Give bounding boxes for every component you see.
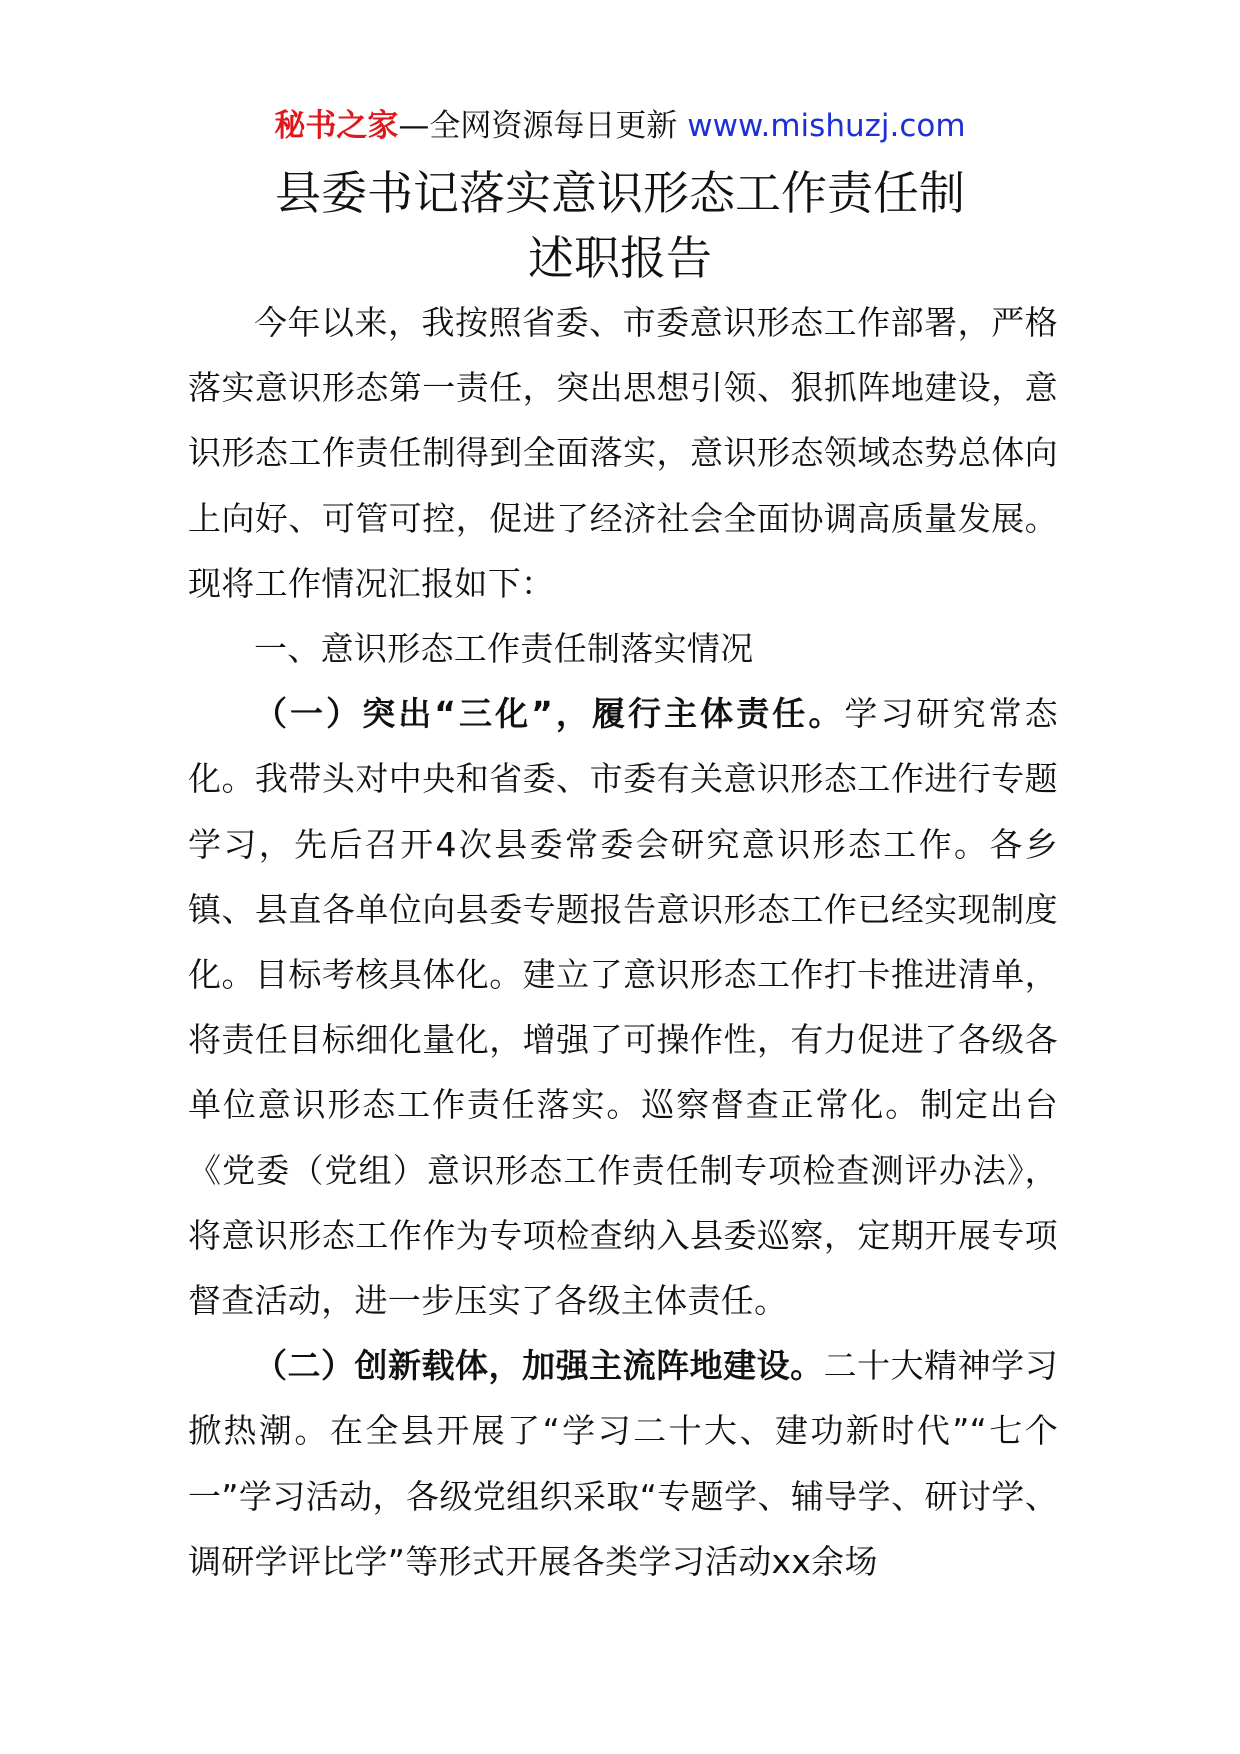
subsection-1-heading: （一）突出“三化”，履行主体责任。 — [254, 694, 845, 734]
document-title-line-1: 县委书记落实意识形态工作责任制 — [275, 166, 965, 220]
subsection-1-paragraph — [188, 681, 1058, 1333]
brand-name: 秘书之家 — [274, 108, 399, 144]
intro-paragraph: 今年以来，我按照省委、市委意识形态工作部署，严格落实意识形态第一责任，突出思想引领、狠抓阵地建设，意识形态工作责任制得到全面落实，意识形态领域态势总体向上向好、可管可控，促进了经济社会全面协调高质量发展。现将工作情况汇报如下： — [188, 303, 1058, 603]
document-title-line-2: 述职报告 — [528, 231, 712, 285]
subsection-2-paragraph — [188, 1333, 1058, 1594]
subsection-2-heading: （二）创新载体，加强主流阵地建设。 — [254, 1346, 824, 1386]
watermark-header — [0, 104, 1240, 148]
header-tagline: —全网资源每日更新 — [398, 108, 688, 144]
subsection-2-body: 二十大精神学习掀热潮。在全县开展了“学习二十大、建功新时代”“七个一”学习活动，各级党组织采取“专题学、辅导学、研讨学、调研学评比学”等形式开展各类学习活动xx余场 — [188, 1346, 1058, 1581]
site-url-link[interactable]: www.mishuzj.com — [687, 108, 966, 144]
document-body — [188, 290, 1058, 1594]
subsection-1-body: 学习研究常态化。我带头对中央和省委、市委有关意识形态工作进行专题学习，先后召开4次县委常委会研究意识形态工作。各乡镇、县直各单位向县委专题报告意识形态工作已经实现制度化。目标考核具体化。建立了意识形态工作打卡推进清单，将责任目标细化量化，增强了可操作性，有力促进了各级各单位意识形态工作责任落实。巡察督查正常化。制定出台《党委（党组）意识形态工作责任制专项检查测评办法》，将意识形态工作作为专项检查纳入县委巡察，定期开展专项督查活动，进一步压实了各级主体责任。 — [188, 694, 1058, 1321]
section-1-heading: 一、意识形态工作责任制落实情况 — [254, 629, 754, 669]
